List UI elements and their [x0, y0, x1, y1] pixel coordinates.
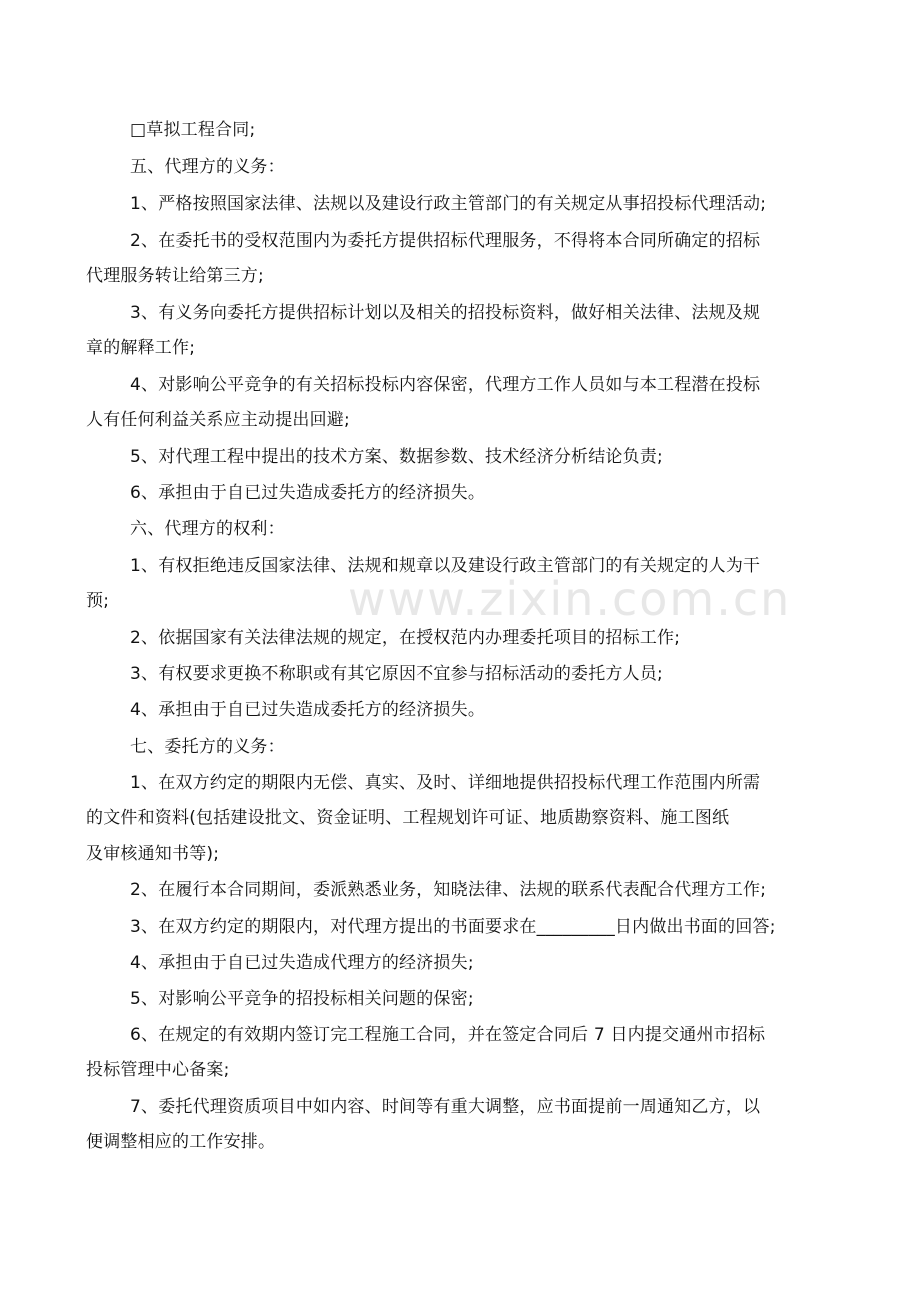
text-line: 预;: [86, 591, 110, 611]
text-line: 7、委托代理资质项目中如内容、时间等有重大调整，应书面提前一周通知乙方，以: [130, 1097, 761, 1117]
text-line: 1、严格按照国家法律、法规以及建设行政主管部门的有关规定从事招投标代理活动;: [130, 194, 767, 214]
section-heading: 七、委托方的义务：: [130, 737, 285, 757]
text-line: 3、有权要求更换不称职或有其它原因不宜参与招标活动的委托方人员;: [130, 664, 663, 684]
text-line: 2、在履行本合同期间，委派熟悉业务，知晓法律、法规的联系代表配合代理方工作;: [130, 880, 767, 900]
section-heading: 六、代理方的权利：: [130, 519, 285, 539]
text-line: 4、对影响公平竞争的有关招标投标内容保密，代理方工作人员如与本工程潜在投标: [130, 375, 761, 395]
text-line: □草拟工程合同;: [130, 120, 256, 140]
text-line: 5、对代理工程中提出的技术方案、数据参数、技术经济分析结论负责;: [130, 447, 663, 467]
text-line: 2、在委托书的受权范围内为委托方提供招标代理服务，不得将本合同所确定的招标: [130, 231, 761, 251]
text-line: 4、承担由于自已过失造成代理方的经济损失;: [130, 953, 474, 973]
text-line: 5、对影响公平竞争的招投标相关问题的保密;: [130, 989, 474, 1009]
text-line: 2、依据国家有关法律法规的规定，在授权范内办理委托项目的招标工作;: [130, 628, 681, 648]
text-line: 章的解释工作;: [86, 338, 196, 358]
text-line: 人有任何利益关系应主动提出回避;: [86, 410, 350, 430]
text-line: 1、在双方约定的期限内无偿、真实、及时、详细地提供招投标代理工作范围内所需: [130, 773, 761, 793]
text-line: 6、在规定的有效期内签订完工程施工合同，并在签定合同后 7 日内提交通州市招标: [130, 1025, 766, 1045]
text-line: 1、有权拒绝违反国家法律、法规和规章以及建设行政主管部门的有关规定的人为干: [130, 556, 761, 576]
text-line: 6、承担由于自已过失造成委托方的经济损失。: [130, 483, 486, 503]
text-line: 投标管理中心备案;: [86, 1060, 230, 1080]
watermark: www.zixin.com.cn: [348, 572, 792, 626]
text-line: 3、在双方约定的期限内，对代理方提出的书面要求在_________日内做出书面的回答;: [130, 917, 776, 937]
section-heading: 五、代理方的义务：: [130, 157, 285, 177]
text-line: 3、有义务向委托方提供招标计划以及相关的招投标资料，做好相关法律、法规及规: [130, 303, 761, 323]
text-line: 便调整相应的工作安排。: [86, 1132, 276, 1152]
text-line: 代理服务转让给第三方;: [86, 266, 264, 286]
text-line: 的文件和资料(包括建设批文、资金证明、工程规划许可证、地质勘察资料、施工图纸: [86, 808, 730, 828]
text-line: 及审核通知书等);: [86, 844, 220, 864]
text-line: 4、承担由于自已过失造成委托方的经济损失。: [130, 700, 486, 720]
